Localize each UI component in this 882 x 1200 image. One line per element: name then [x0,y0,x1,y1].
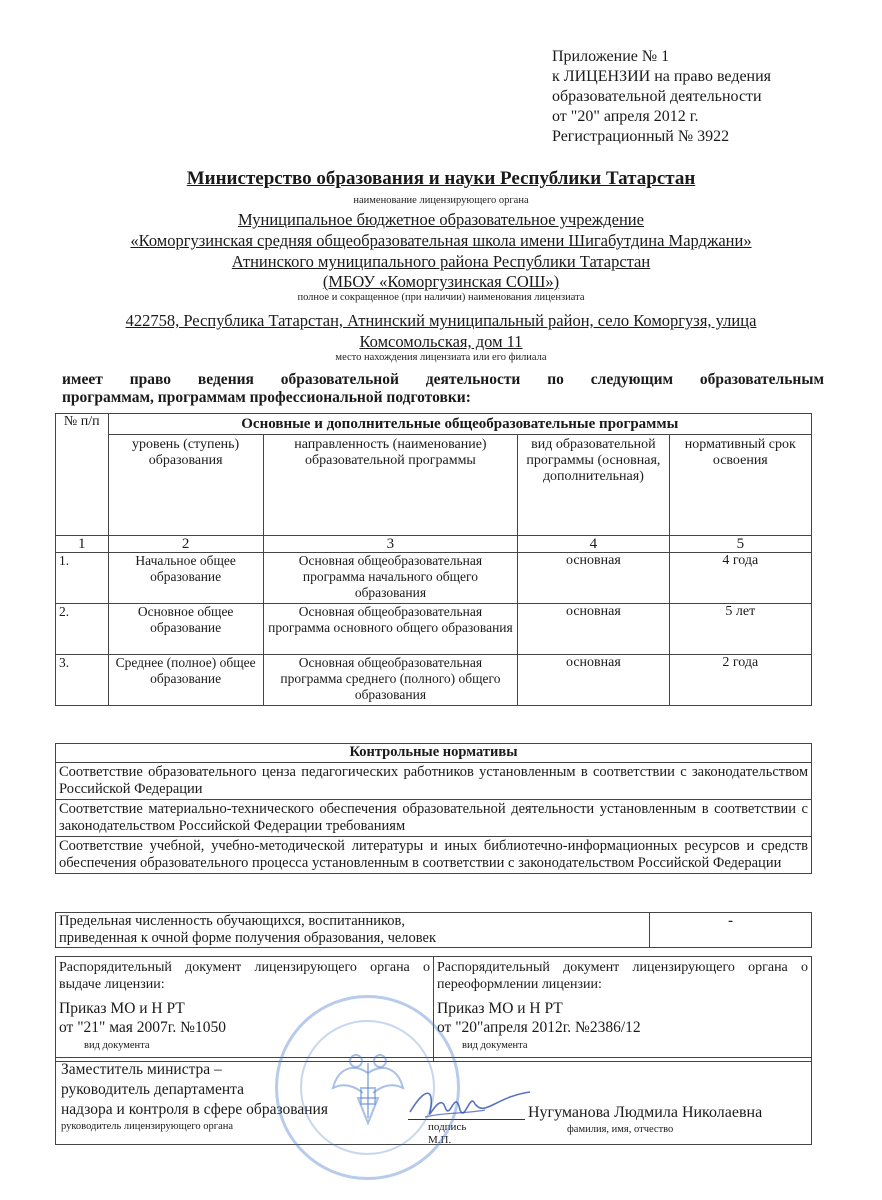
column-number: 5 [669,536,811,553]
student-limit-label-line: приведенная к очной форме получения образования, человек [59,930,437,946]
annex-line: Регистрационный № 3922 [552,128,730,145]
licensee-line: Атнинского муниципального района Республики Татарстан [231,252,651,271]
annex-line: к ЛИЦЕНЗИИ на право ведения [552,68,772,85]
signatory-name-caption: фамилия, имя, отчество [567,1124,674,1135]
control-norm-item: Соответствие материально-технического обеспечения образовательной деятельности установленным в соответствии с законодательством Российской Федерации требованиям [56,800,812,837]
row-type: основная [518,553,669,604]
issue-order-line: от "21" мая 2007г. №1050 [59,1019,226,1036]
row-program: Основная общеобразовательная программа начального общего образования [263,553,517,604]
licensee-short-name: (МБОУ «Коморгузинская СОШ») [322,272,560,291]
column-header-level: уровень (ступень) образования [108,435,263,536]
address-line: 422758, Республика Татарстан, Атнинский муниципальный район, село Коморгузя, улица [125,311,757,330]
column-number: 2 [108,536,263,553]
student-limit-label [56,913,650,948]
reissue-document-cell [434,957,812,1062]
position-line: руководитель департамента [61,1081,244,1098]
signatory-name: Нугуманова Людмила Николаевна [528,1104,763,1121]
row-level: Среднее (полное) общее образование [108,655,263,706]
issue-document-caption: вид документа [84,1040,150,1051]
licensing-body-name: Министерство образования и науки Республики Татарстан [186,168,696,189]
control-norm-item: Соответствие образовательного ценза педагогических работников установленным в соответствии с законодательством Российской Федерации [56,763,812,800]
student-limit-value: - [650,913,812,948]
row-number: 3. [56,655,109,706]
row-program: Основная общеобразовательная программа среднего (полного) общего образования [263,655,517,706]
reissue-document-title: Распорядительный документ лицензирующего органа о переоформлении лицензии: [437,960,808,992]
student-limit-table [55,912,812,948]
column-number: 3 [263,536,517,553]
table-row [56,655,812,706]
row-level: Основное общее образование [108,604,263,655]
row-number: 1. [56,553,109,604]
table-row [56,604,812,655]
row-term: 5 лет [669,604,811,655]
annex-line: Приложение № 1 [552,48,670,65]
address-caption: место нахождения лицензиата или его филиала [335,352,547,363]
annex-line: образовательной деятельности [552,88,762,105]
student-limit-label-line: Предельная численность обучающихся, воспитанников, [59,913,405,929]
annex-header [552,47,771,147]
position-line: Заместитель министра – [61,1061,222,1078]
annex-line: от "20" апреля 2012 г. [552,108,699,125]
rights-statement [62,371,824,407]
row-level: Начальное общее образование [108,553,263,604]
signature-icon [405,1082,535,1127]
reissue-order-line: от "20"апреля 2012г. №2386/12 [437,1019,641,1036]
row-number: 2. [56,604,109,655]
row-type: основная [518,655,669,706]
column-header-program: направленность (наименование) образовательной программы [263,435,517,536]
licensing-body-caption: наименование лицензирующего органа [353,195,529,206]
column-header-type: вид образовательной программы (основная, дополнительная) [518,435,669,536]
num-header: № п/п [56,414,109,536]
position-line: надзора и контроля в сфере образования [61,1101,328,1118]
licensee-line: Муниципальное бюджетное образовательное учреждение [238,210,644,229]
stamp-caption: М.П. [428,1134,452,1146]
issue-document-title: Распорядительный документ лицензирующего органа о выдаче лицензии: [59,960,430,992]
licensee-caption: полное и сокращенное (при наличии) наименования лицензиата [297,292,585,303]
column-number: 4 [518,536,669,553]
rights-line: программам, программам профессиональной подготовки: [62,389,471,406]
double-headed-eagle-icon [328,1043,408,1133]
rights-line: имеет право ведения образовательной деятельности по следующим образовательным [62,371,824,388]
reissue-document-caption: вид документа [462,1040,528,1051]
row-type: основная [518,604,669,655]
position-caption: руководитель лицензирующего органа [61,1121,234,1132]
licensee-line: «Коморгузинская средняя общеобразовательная школа имени Шигабутдина Марджани» [130,231,752,250]
address-line: Комсомольская, дом 11 [359,332,523,351]
issue-order-line: Приказ МО и Н РТ [59,1000,185,1017]
signature-caption: подпись [428,1121,467,1133]
programs-table [55,413,812,706]
control-norms-table [55,743,812,874]
column-header-term: нормативный срок освоения [669,435,811,536]
row-term: 4 года [669,553,811,604]
control-norm-item: Соответствие учебной, учебно-методической литературы и иных библиотечно-информационных ресурсов и средств обеспечения образовательного процесса установленным в соответствии с законодательством Российской Федерации [56,837,812,874]
row-term: 2 года [669,655,811,706]
column-number: 1 [56,536,109,553]
control-norms-title: Контрольные нормативы [56,744,812,763]
table-row [56,553,812,604]
row-program: Основная общеобразовательная программа основного общего образования [263,604,517,655]
group-header: Основные и дополнительные общеобразовательные программы [108,414,811,435]
reissue-order-line: Приказ МО и Н РТ [437,1000,563,1017]
